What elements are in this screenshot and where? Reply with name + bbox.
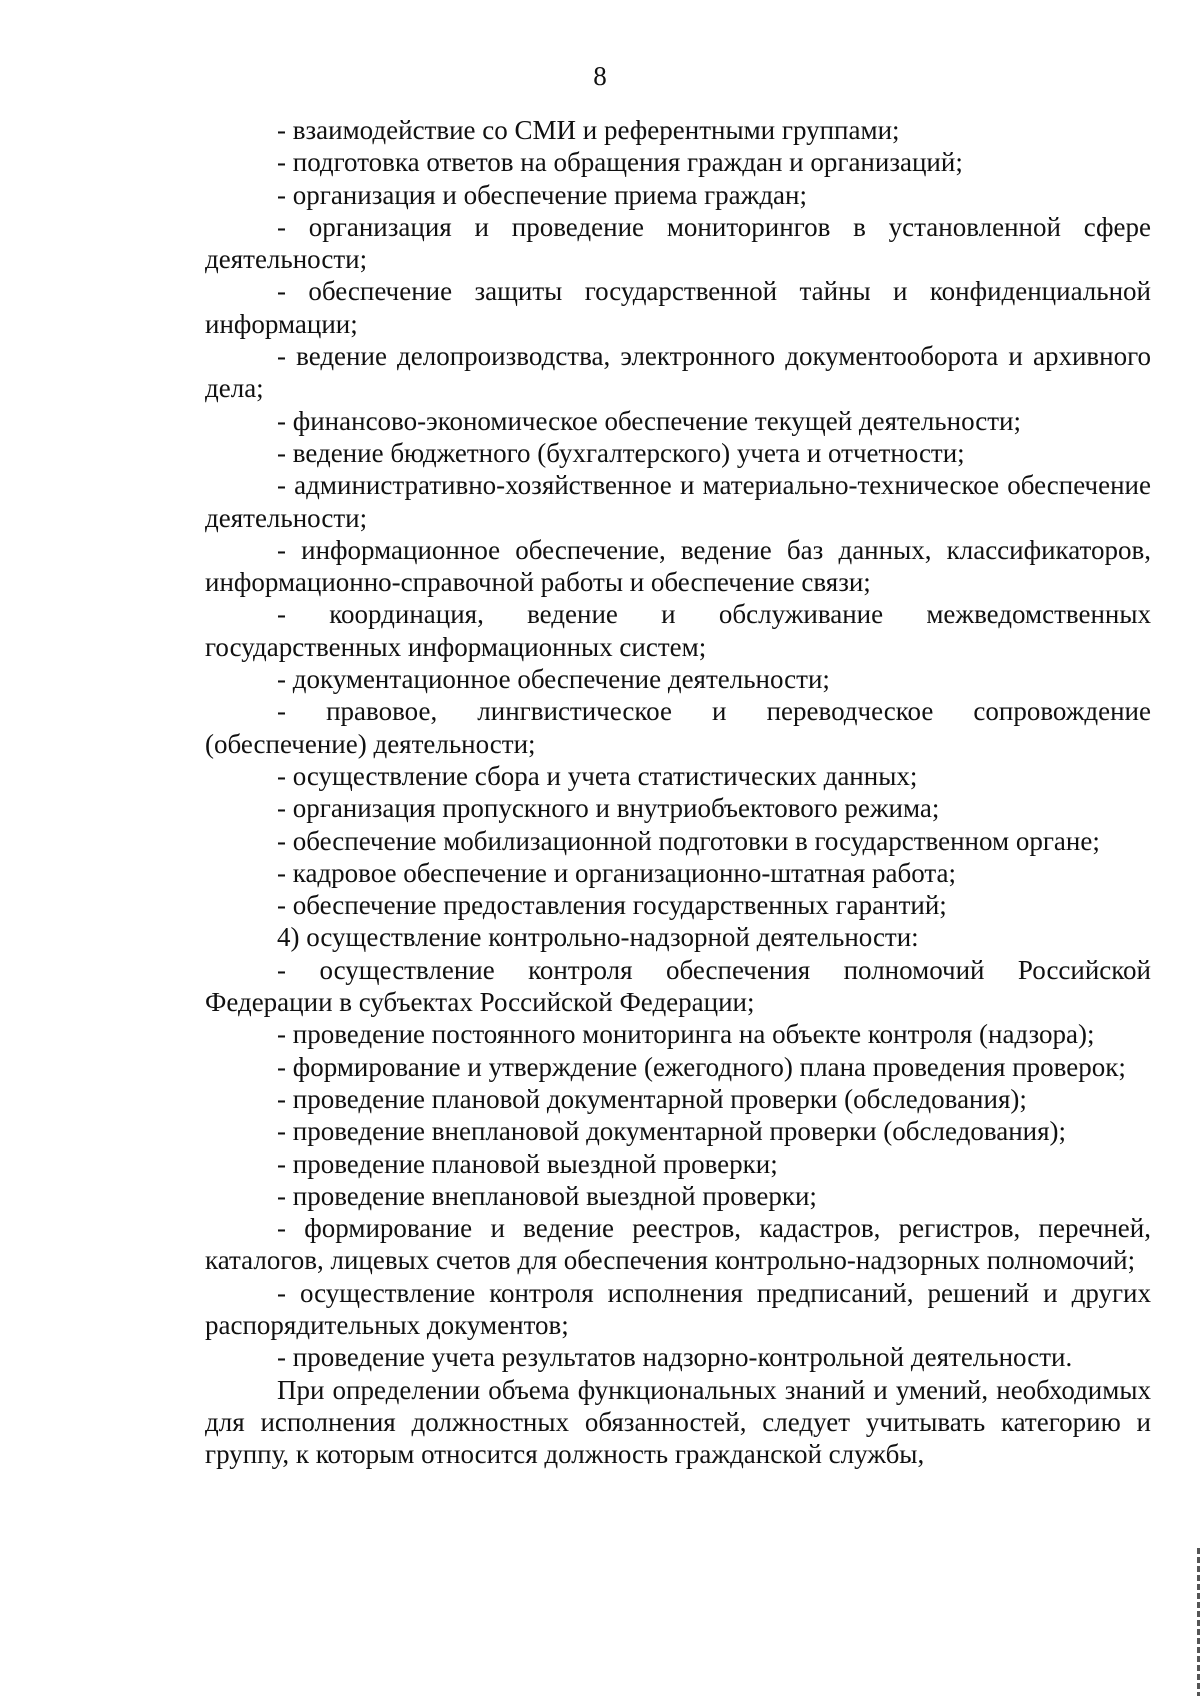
paragraph: - документационное обеспечение деятельности; <box>277 664 830 695</box>
paragraph: - осуществление сбора и учета статистических данных; <box>277 760 918 791</box>
paragraph: - формирование и утверждение (ежегодного) плана проведения проверок; <box>277 1051 1126 1082</box>
paragraph: - кадровое обеспечение и организационно-штатная работа; <box>277 857 956 888</box>
paragraph: 4) осуществление контрольно-надзорной деятельности: <box>277 922 919 953</box>
paragraph: - проведение плановой выездной проверки; <box>277 1148 778 1179</box>
paragraph: - обеспечение защиты государственной тайны и конфиденциальной информации; <box>205 276 1151 339</box>
paragraph: - ведение бюджетного (бухгалтерского) учета и отчетности; <box>277 437 965 468</box>
paragraph: - ведение делопроизводства, электронного документооборота и архивного дела; <box>205 341 1151 404</box>
paragraph: - проведение постоянного мониторинга на объекте контроля (надзора); <box>277 1019 1095 1050</box>
paragraph: - взаимодействие со СМИ и референтными группами; <box>277 115 900 145</box>
paragraph: - координация, ведение и обслуживание межведомственных государственных информационных систем; <box>205 599 1151 662</box>
paragraph: - формирование и ведение реестров, кадастров, регистров, перечней, каталогов, лицевых счетов для обеспечения контрольно-надзорных полномочий; <box>205 1213 1151 1276</box>
paragraph: - обеспечение предоставления государственных гарантий; <box>277 890 947 921</box>
paragraph: - проведение внеплановой документарной проверки (обследования); <box>277 1116 1067 1147</box>
paragraph: - правовое, лингвистическое и переводческое сопровождение (обеспечение) деятельности; <box>205 696 1151 759</box>
page-number: 8 <box>593 61 607 91</box>
paragraph: - осуществление контроля исполнения предписаний, решений и других распорядительных документов; <box>205 1277 1151 1340</box>
paragraph: - проведение внеплановой выездной проверки; <box>277 1180 817 1211</box>
paragraph: - финансово-экономическое обеспечение текущей деятельности; <box>277 405 1021 436</box>
document-body <box>205 114 1151 1470</box>
paragraph: - организация пропускного и внутриобъектового режима; <box>277 793 940 824</box>
paragraph: - организация и проведение мониторингов в установленной сфере деятельности; <box>205 211 1151 275</box>
paragraph: - организация и обеспечение приема граждан; <box>277 179 807 210</box>
paragraph: - осуществление контроля обеспечения полномочий Российской Федерации в субъектах Российской Федерации; <box>205 954 1151 1018</box>
paragraph: - обеспечение мобилизационной подготовки в государственном органе; <box>277 825 1100 856</box>
paragraph: При определении объема функциональных знаний и умений, необходимых для исполнения должностных обязанностей, следует учитывать категорию и группу, к которым относится должность гражданской службы, <box>205 1374 1151 1470</box>
paragraph: - проведение плановой документарной проверки (обследования); <box>277 1083 1027 1114</box>
paragraph: - проведение учета результатов надзорно-контрольной деятельности. <box>277 1342 1073 1373</box>
paragraph: - информационное обеспечение, ведение баз данных, классификаторов, информационно-справочной работы и обеспечение связи; <box>205 534 1151 598</box>
paragraph: - подготовка ответов на обращения граждан и организаций; <box>277 147 963 178</box>
paragraph: - административно-хозяйственное и материально-техническое обеспечение деятельности; <box>205 470 1151 533</box>
